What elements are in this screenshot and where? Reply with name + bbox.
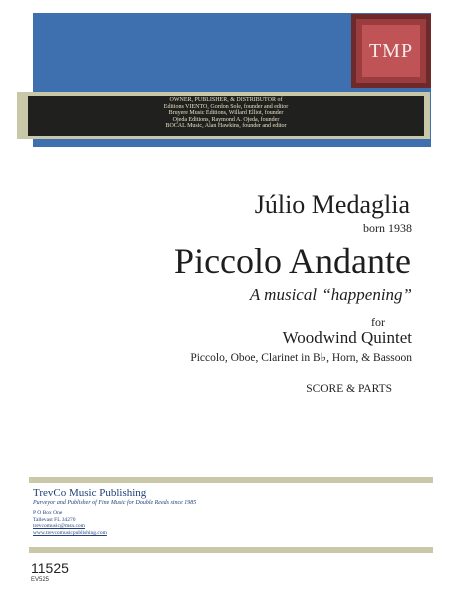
address-line: P O Box One xyxy=(33,510,63,516)
publisher-line: Editions VIENTO, Gordon Sole, founder and editor xyxy=(163,103,289,110)
catalog-code: EV525 xyxy=(31,577,50,583)
edition-type: SCORE & PARTS xyxy=(306,383,392,395)
ensemble-name: Woodwind Quintet xyxy=(282,328,412,347)
publisher-line: Bruyere Music Editions, Willard Elliot, founder xyxy=(168,110,284,117)
piece-subtitle: A musical “happening” xyxy=(249,285,412,304)
composer-name: Júlio Medaglia xyxy=(254,190,410,219)
publisher-line: OWNER, PUBLISHER, & DISTRIBUTOR of xyxy=(169,97,283,103)
website-link[interactable]: www.trevcomusicpublishing.com xyxy=(33,529,107,536)
publisher-tagline: Purveyor and Publisher of Fine Music for Double Reeds since 1985 xyxy=(33,500,197,506)
email-link[interactable]: trevcomusic@msn.com xyxy=(33,523,85,530)
publisher-line: Ojeda Editions, Raymond A. Ojeda, founder xyxy=(172,116,280,123)
publisher-list xyxy=(28,97,424,130)
instrumentation: Piccolo, Oboe, Clarinet in B♭, Horn, & Bassoon xyxy=(190,352,412,364)
publisher-contact xyxy=(33,510,107,536)
for-label: for xyxy=(371,315,385,329)
footer-divider-bottom xyxy=(29,547,433,553)
piece-title: Piccolo Andante xyxy=(174,241,411,281)
address-line: Tallevast FL 34270 xyxy=(33,516,76,523)
footer-divider-top xyxy=(29,477,433,483)
catalog-number: 11525 xyxy=(31,560,69,576)
publisher-line: BOCAL Music, Alan Hawkins, founder and editor xyxy=(165,123,287,130)
tmp-logo-badge xyxy=(351,14,431,88)
composer-birth-year: born 1938 xyxy=(363,221,412,235)
tmp-logo-text: TMP xyxy=(368,39,414,62)
publisher-name: TrevCo Music Publishing xyxy=(33,487,147,499)
